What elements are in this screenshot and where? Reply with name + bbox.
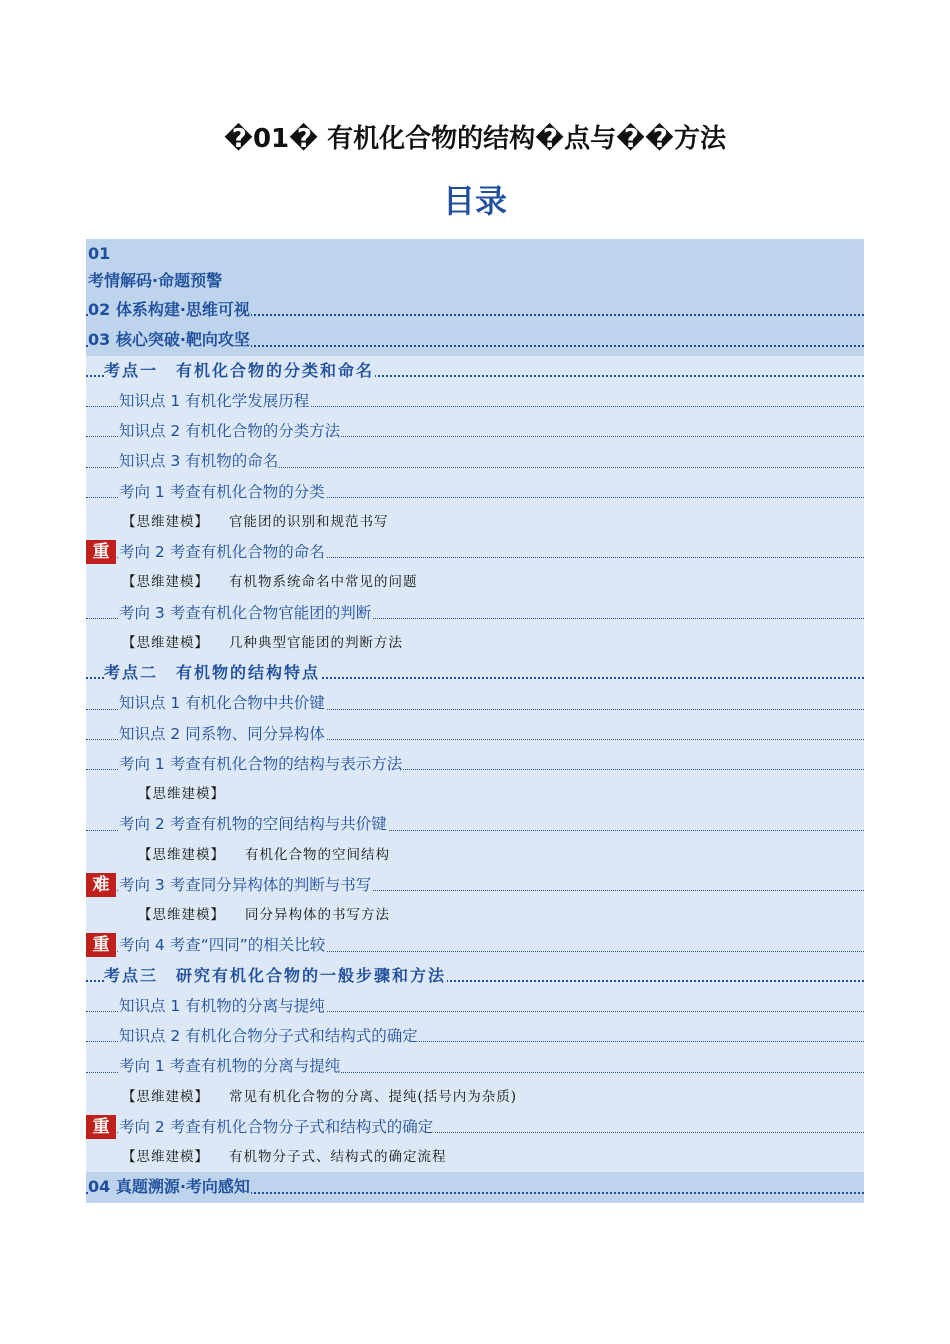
toc-item[interactable]: 难 考向 3 考查同分异构体的判断与书写: [86, 870, 864, 900]
toc-model-note: [86, 840, 864, 870]
model-text: 有机物分子式、结构式的确定流程: [229, 1149, 447, 1165]
model-tag: 【思维建模】: [122, 574, 209, 591]
toc-item[interactable]: 知识点 2 有机化合物的分类方法: [86, 416, 864, 446]
model-text: 同分异构体的书写方法: [245, 907, 390, 923]
toc-model-note: [86, 628, 864, 658]
key-point-badge: 重: [86, 933, 116, 957]
toc-kaodian-1[interactable]: 考点一 有机化合物的分类和命名: [86, 356, 864, 386]
model-text: 有机物系统命名中常见的问题: [229, 574, 418, 591]
model-tag: 【思维建模】: [138, 786, 225, 802]
table-of-contents: [86, 239, 864, 1203]
model-tag: 【思维建模】: [122, 513, 209, 530]
toc-item[interactable]: 知识点 1 有机化合物中共价键: [86, 688, 864, 718]
toc-model-note: [86, 900, 864, 930]
toc-section-01-number[interactable]: 01: [86, 239, 864, 269]
toc-item[interactable]: 考向 1 考查有机化合物的分类: [86, 477, 864, 507]
toc-item[interactable]: 重 考向 4 考查“四同”的相关比较: [86, 930, 864, 960]
toc-model-note: [86, 507, 864, 537]
toc-item[interactable]: 考向 1 考查有机物的分离与提纯: [86, 1051, 864, 1081]
difficult-point-badge: 难: [86, 873, 116, 897]
toc-kaodian-3[interactable]: 考点三 研究有机化合物的一般步骤和方法: [86, 961, 864, 991]
model-tag: 【思维建模】: [138, 846, 225, 863]
toc-item[interactable]: 重 考向 2 考查有机化合物分子式和结构式的确定: [86, 1112, 864, 1142]
key-point-badge: 重: [86, 540, 116, 564]
toc-item[interactable]: 考向 3 考查有机化合物官能团的判断: [86, 598, 864, 628]
model-tag: 【思维建模】: [122, 1149, 209, 1165]
model-text: 有机化合物的空间结构: [245, 846, 390, 863]
toc-model-note: [86, 1082, 864, 1112]
toc-item[interactable]: 考向 1 考查有机化合物的结构与表示方法: [86, 749, 864, 779]
toc-model-note: [86, 1142, 864, 1172]
model-text: 官能团的识别和规范书写: [229, 513, 389, 530]
toc-model-note: [86, 567, 864, 597]
toc-section-03[interactable]: 03 核心突破·靶向攻坚: [86, 325, 864, 355]
toc-model-note: [86, 779, 864, 809]
toc-kaodian-2[interactable]: 考点二 有机物的结构特点: [86, 658, 864, 688]
toc-section-02[interactable]: 02 体系构建·思维可视: [86, 295, 864, 325]
toc-section-04[interactable]: 04 真题溯源·考向感知: [86, 1172, 864, 1202]
model-tag: 【思维建模】: [138, 907, 225, 923]
model-text: 常见有机化合物的分离、提纯(括号内为杂质): [229, 1088, 518, 1105]
toc-heading: 目录: [442, 182, 507, 220]
toc-item[interactable]: 知识点 1 有机化学发展历程: [86, 386, 864, 416]
toc-item[interactable]: 知识点 2 同系物、同分异构体: [86, 719, 864, 749]
key-point-badge: 重: [86, 1115, 116, 1139]
model-tag: 【思维建模】: [122, 1088, 209, 1105]
model-tag: 【思维建模】: [122, 634, 209, 651]
model-text: 几种典型官能团的判断方法: [229, 634, 403, 651]
toc-item[interactable]: 考向 2 考查有机物的空间结构与共价键: [86, 809, 864, 839]
toc-section-01[interactable]: 考情解码·命题预警: [86, 269, 864, 295]
toc-item[interactable]: 知识点 3 有机物的命名: [86, 446, 864, 476]
toc-item[interactable]: 知识点 2 有机化合物分子式和结构式的确定: [86, 1021, 864, 1051]
document-title: �01� 有机化合物的结构�点与��方法: [224, 124, 726, 154]
toc-item[interactable]: 重 考向 2 考查有机化合物的命名: [86, 537, 864, 567]
toc-item[interactable]: 知识点 1 有机物的分离与提纯: [86, 991, 864, 1021]
